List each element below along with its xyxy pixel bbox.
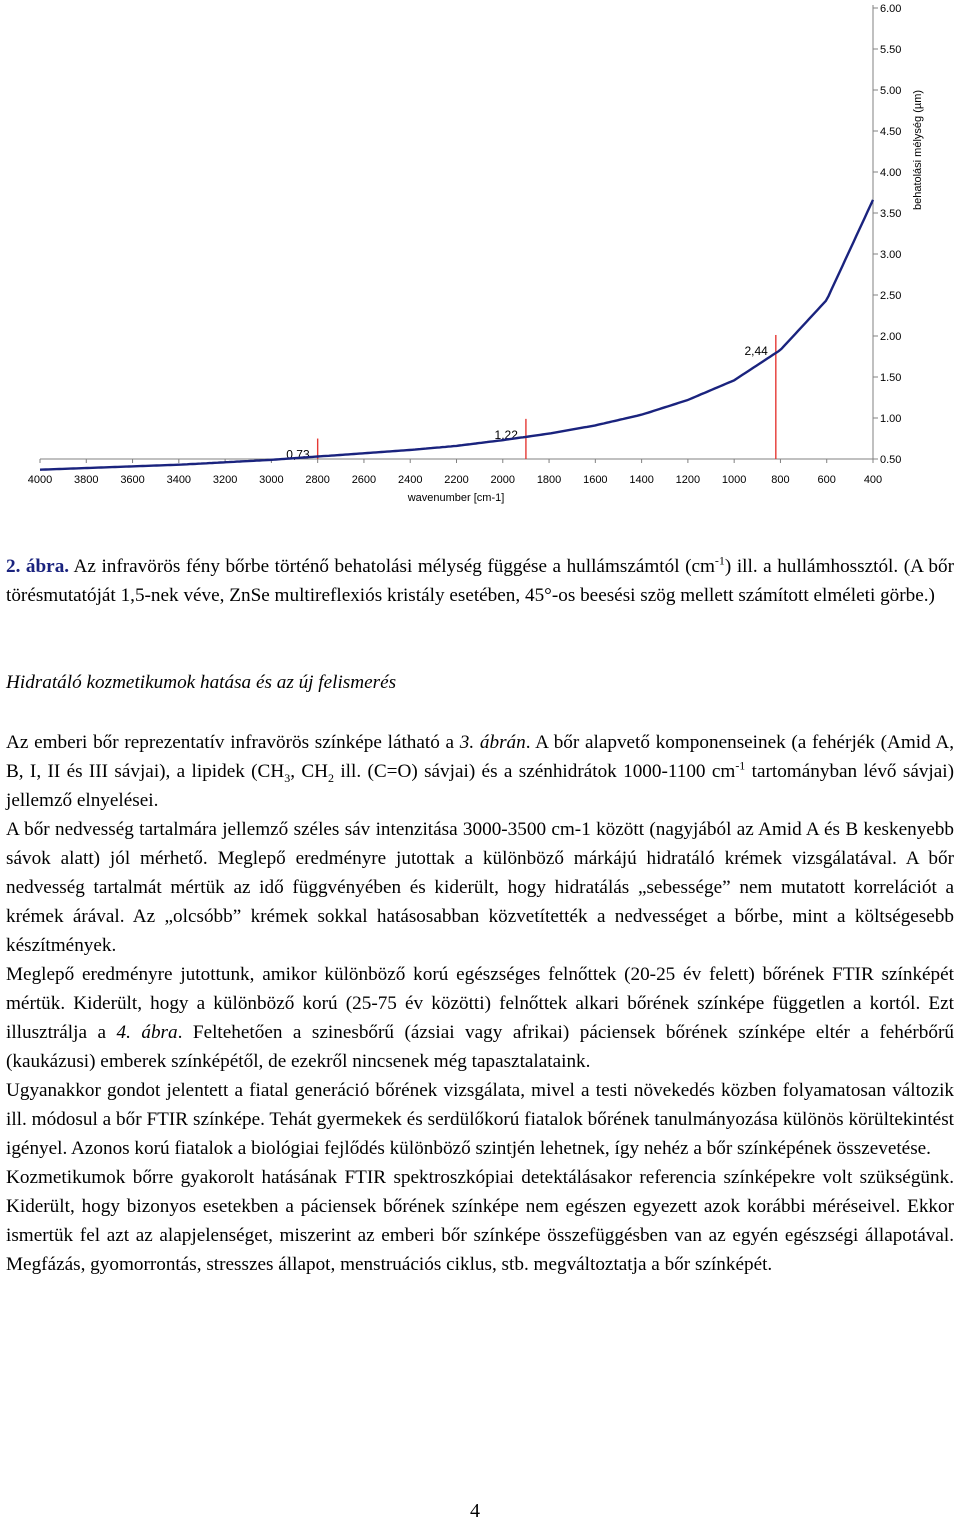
figure-caption <box>6 552 954 610</box>
paragraph-4: Ugyanakkor gondot jelentett a fiatal generáció bőrének vizsgálata, mivel a testi növekedés közben folyamatosan változik ill. módosul a bőr FTIR színképe. Tehát gyermekek és serdülőkorú fiatalok bőrének tanulmányozása különös körültekintést igényel. Azonos korú fiatalok a biológiai fejlődés különböző szintjén lehetnek, így nehéz a bőr színképének összevetése. <box>6 1080 954 1159</box>
x-axis-title: wavenumber [cm-1] <box>407 492 505 504</box>
paragraph-5: Kozmetikumok bőrre gyakorolt hatásának FTIR spektroszkópiai detektálásakor referencia színképekre volt szükségünk. Kiderült, hogy bizonyos esetekben a páciensek bőrének színképe nem egészen egyezett azok korábbi méréseivel. Ekkor ismertük fel azt az alapjelenséget, miszerint az emberi bőr színképe összefüggésben van az egyén egészségi állapotával. Megfázás, gyomorrontás, stresszes állapot, menstruációs ciklus, stb. megváltoztatja a bőr színképét. <box>6 1167 954 1275</box>
plot-area <box>28 3 902 486</box>
y-tick-label: 2.00 <box>880 331 902 343</box>
y-tick-label: 3.00 <box>880 249 902 261</box>
y-tick-label: 1.00 <box>880 413 902 425</box>
p1-subscript-1: 3 <box>284 770 291 785</box>
p1-text-b: . A bőr alapvető komponenseinek (a fehérjék (Amid A, B, I, II és III sávjai), a lipidek (CH <box>6 732 955 782</box>
penetration-depth-chart <box>0 0 960 520</box>
x-tick-label: 800 <box>771 474 790 486</box>
y-tick-label: 5.50 <box>880 44 902 56</box>
p1-text-d: ill. (C=O) sávjai) és a szénhidrátok 1000-1100 cm <box>334 761 736 782</box>
x-tick-label: 1000 <box>721 474 747 486</box>
p1-text-c: , CH <box>290 761 329 782</box>
p1-superscript: -1 <box>735 758 746 773</box>
x-tick-label: 3800 <box>74 474 99 486</box>
y-tick-label: 2.50 <box>880 290 902 302</box>
x-tick-label: 1800 <box>536 474 562 486</box>
y-tick-layer <box>873 3 901 466</box>
x-tick-label: 3600 <box>120 474 145 486</box>
x-tick-label: 600 <box>817 474 836 486</box>
x-tick-layer <box>28 459 882 486</box>
page-number: 4 <box>470 1500 480 1522</box>
figure-label: 2. ábra. <box>6 556 70 577</box>
x-tick-label: 2800 <box>305 474 330 486</box>
x-tick-label: 2600 <box>351 474 377 486</box>
x-tick-label: 3000 <box>259 474 284 486</box>
p3-text-a: Meglepő eredményre jutottunk, amikor különböző korú egészséges felnőttek (20-25 év felett) bőrének FTIR színképét mértük. Kiderült, hogy a különböző korú (25-75 év közötti) felnőttek alkari bőrének színképe független a kortól. Ezt illusztrálja a <box>6 964 954 1043</box>
x-tick-label: 3200 <box>212 474 238 486</box>
caption-superscript: -1 <box>714 553 725 568</box>
marker-layer <box>286 335 776 462</box>
y-tick-label: 5.00 <box>880 85 902 97</box>
y-tick-label: 1.50 <box>880 372 902 384</box>
caption-text-2: ) ill. a hullámhossztól. (A bőr törésmutatóját 1,5-nek véve, ZnSe multireflexiós kristály esetében, 45°-os beesési szög mellett számított elméleti görbe.) <box>6 556 954 606</box>
y-tick-label: 4.00 <box>880 167 902 179</box>
y-axis-title: behatolási mélység (µm) <box>912 89 924 211</box>
x-tick-label: 1200 <box>675 474 701 486</box>
x-tick-label: 2400 <box>397 474 423 486</box>
marker-label: 0,73 <box>286 447 310 462</box>
y-tick-label: 0.50 <box>880 454 902 466</box>
marker-label: 1,22 <box>494 427 518 442</box>
p1-text-e: tartományban lévő sávjai) jellemző elnyelései. <box>6 761 954 811</box>
caption-text-1: Az infravörös fény bőrbe történő behatolási mélység függése a hullámszámtól (cm <box>69 556 715 577</box>
p1-subscript-2: 2 <box>328 770 335 785</box>
paragraph-3 <box>6 960 954 1076</box>
x-tick-label: 2000 <box>490 474 516 486</box>
figure-reference-4: 4. ábra <box>116 1022 178 1043</box>
x-tick-label: 400 <box>863 474 883 486</box>
x-tick-label: 1600 <box>583 474 608 486</box>
y-tick-label: 4.50 <box>880 126 902 138</box>
p1-text-a: Az emberi bőr reprezentatív infravörös színképe látható a <box>6 732 460 753</box>
y-tick-label: 6.00 <box>880 3 902 15</box>
y-tick-label: 3.50 <box>880 208 902 220</box>
series-line-penetration-depth <box>40 200 873 470</box>
paragraph-1 <box>6 728 954 815</box>
x-tick-label: 3400 <box>166 474 192 486</box>
section-title: Hidratáló kozmetikumok hatása és az új felismerés <box>6 672 397 693</box>
paragraph-2: A bőr nedvesség tartalmára jellemző széles sáv intenzitása 3000-3500 cm-1 között (nagyjából az Amid A és B keskenyebb sávok alatt) jól mérhető. Meglepő eredményre jutottak a különböző márkájú hidratáló krémek vizsgálatával. A bőr nedvesség tartalmát mértük az idő függvényében és kiderült, hogy hidratálás „sebessége” nem mutatott korrelációt a krémek árával. Az „olcsóbb” krémek sokkal hatásosabban közvetítették a nedvességet a bőrbe, mint a költségesebb készítmények. <box>6 819 954 956</box>
figure-reference-3: 3. ábrán <box>459 732 526 753</box>
x-tick-label: 4000 <box>27 474 53 486</box>
x-tick-label: 1400 <box>629 474 654 486</box>
body-text <box>6 728 954 1279</box>
marker-label: 2,44 <box>744 343 768 358</box>
caption-paragraph <box>6 552 954 610</box>
x-tick-label: 2200 <box>444 474 469 486</box>
p3-text-b: . Feltehetően a szinesbőrű (ázsiai vagy afrikai) páciensek bőrének színképe eltér a fehérbőrű (kaukázusi) emberek színképétől, de ezekről nincsenek még tapasztalataink. <box>6 1022 954 1072</box>
